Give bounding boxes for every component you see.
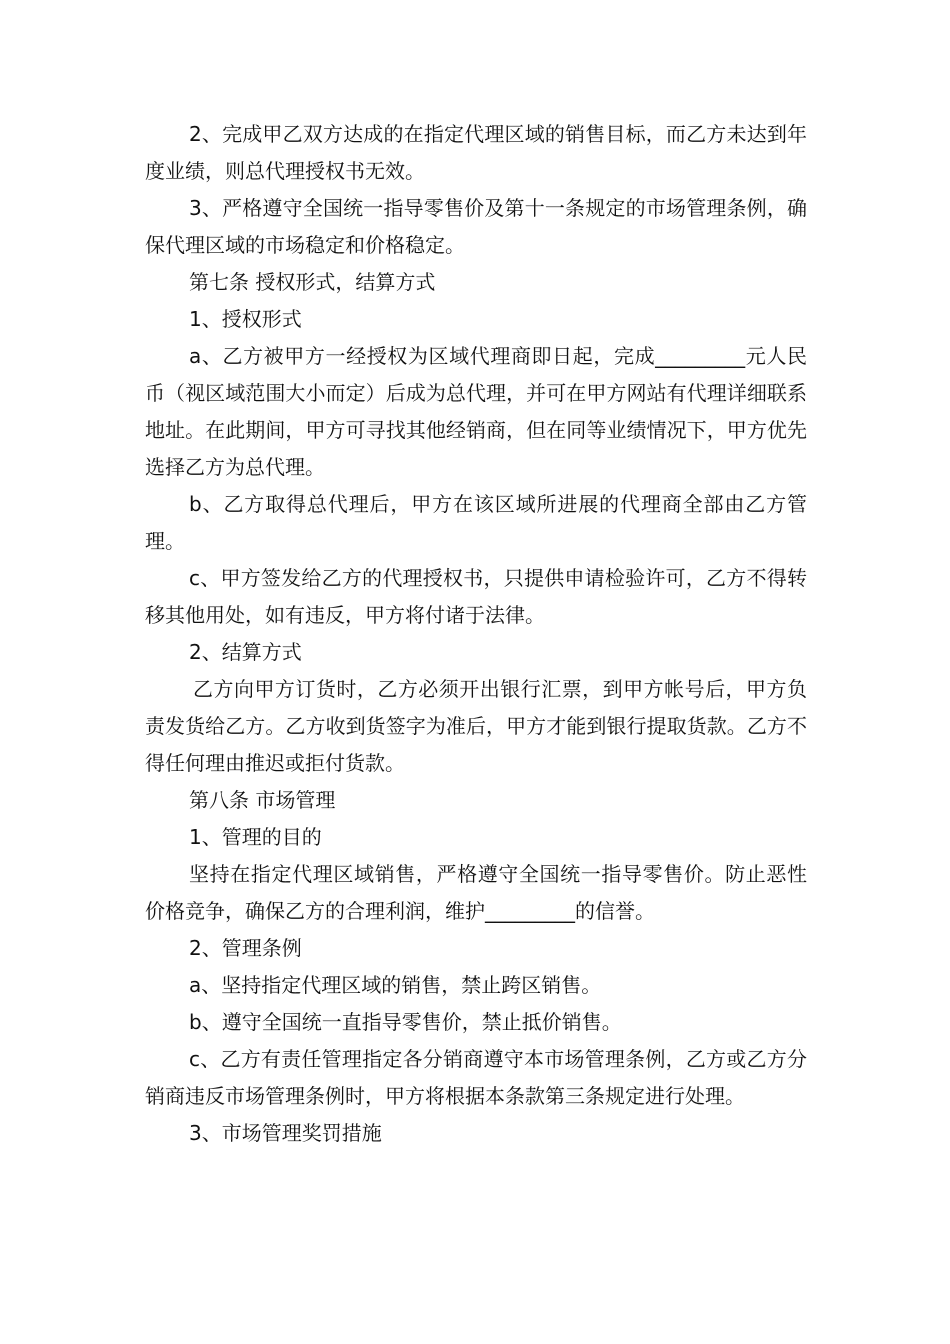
subheading-authorization-form: 1、授权形式: [189, 307, 302, 331]
subheading-rewards-penalties: 3、市场管理奖罚措施: [189, 1121, 382, 1145]
paragraph-rule-a: a、坚持指定代理区域的销售，禁止跨区销售。: [189, 973, 602, 997]
paragraph-management-purpose: 坚持在指定代理区域销售，严格遵守全国统一指导零售价。防止恶性价格竞争，确保乙方的合理利润，维护_________的信誉。: [145, 862, 807, 923]
paragraph-authorization-c: c、甲方签发给乙方的代理授权书，只提供申请检验许可，乙方不得转移其他用处，如有违反，甲方将付诸于法律。: [145, 566, 807, 627]
paragraph-article6-item2: 2、完成甲乙双方达成的在指定代理区域的销售目标，而乙方未达到年度业绩，则总代理授权书无效。: [145, 122, 807, 183]
paragraph-authorization-a: a、乙方被甲方一经授权为区域代理商即日起，完成_________元人民币（视区域范围大小而定）后成为总代理，并可在甲方网站有代理详细联系地址。在此期间，甲方可寻找其他经销商，但在同等业绩情况下，甲方优先选择乙方为总代理。: [145, 344, 807, 479]
subheading-management-purpose: 1、管理的目的: [189, 825, 322, 849]
subheading-settlement: 2、结算方式: [189, 640, 302, 664]
heading-article7: 第七条 授权形式，结算方式: [189, 270, 436, 294]
subheading-management-rules: 2、管理条例: [189, 936, 302, 960]
paragraph-authorization-b: b、乙方取得总代理后，甲方在该区域所进展的代理商全部由乙方管理。: [145, 492, 807, 553]
document-body: [145, 116, 807, 1152]
paragraph-rule-c: c、乙方有责任管理指定各分销商遵守本市场管理条例，乙方或乙方分销商违反市场管理条例时，甲方将根据本条款第三条规定进行处理。: [145, 1047, 807, 1108]
paragraph-settlement: 乙方向甲方订货时，乙方必须开出银行汇票，到甲方帐号后，甲方负责发货给乙方。乙方收到货签字为准后，甲方才能到银行提取货款。乙方不得任何理由推迟或拒付货款。: [145, 677, 807, 775]
heading-article8: 第八条 市场管理: [189, 788, 336, 812]
paragraph-article6-item3: 3、严格遵守全国统一指导零售价及第十一条规定的市场管理条例，确保代理区域的市场稳定和价格稳定。: [145, 196, 807, 257]
paragraph-rule-b: b、遵守全国统一直指导零售价，禁止抵价销售。: [189, 1010, 622, 1034]
